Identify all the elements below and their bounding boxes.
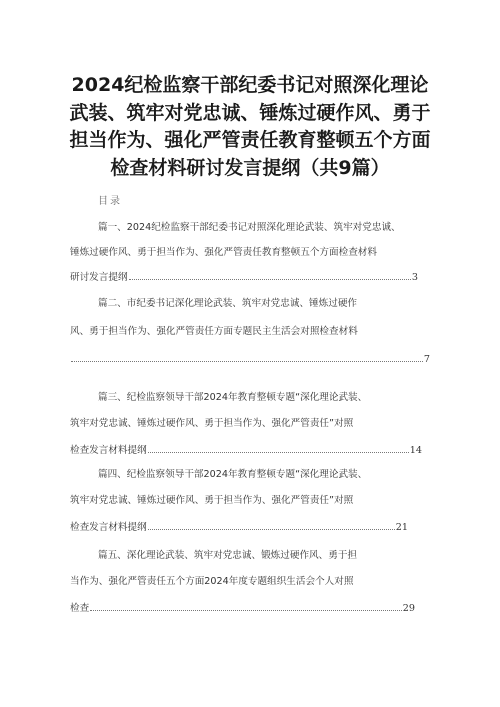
toc-entry-5-line-2: 当作为、强化严管责任五个方面2024年度专题组织生活会个人对照 <box>70 576 354 587</box>
toc-heading: 目录 <box>98 196 122 207</box>
toc-leader-dots <box>148 451 409 453</box>
toc-entry-1-page: 3 <box>411 272 418 283</box>
toc-entry-2-line-2: 风、勇于担当作为、强化严管责任方面专题民主生活会对照检查材料 <box>70 326 358 337</box>
toc-entry-2-page: 7 <box>423 354 430 365</box>
toc-entry-3-leader-text: 检查发言材料提纲 <box>70 445 147 456</box>
toc-entry-5-line-1: 篇五、深化理论武装、筑牢对党忠诚、锻炼过硬作风、勇于担 <box>98 550 358 561</box>
title-line-2: 武装、筑牢对党忠诚、锤炼过硬作风、勇于 <box>69 101 431 124</box>
toc-entry-4-leader <box>70 521 408 534</box>
toc-entry-4-leader-text: 检查发言材料提纲 <box>70 522 147 533</box>
toc-leader-dots <box>129 278 411 280</box>
title-line-4: 检查材料研讨发言提纲（共9篇） <box>110 156 390 179</box>
toc-leader-dots <box>71 360 423 362</box>
toc-leader-dots <box>148 528 395 530</box>
toc-leader-dots <box>90 609 402 611</box>
document-title <box>40 72 460 182</box>
toc-entry-2-leader <box>70 353 430 366</box>
toc-entry-3-page: 14 <box>409 445 422 456</box>
toc-entry-5-leader-text: 检查 <box>70 603 90 614</box>
title-line-3: 担当作为、强化严管责任教育整顿五个方面 <box>69 129 431 151</box>
toc-entry-4-page: 21 <box>395 522 408 533</box>
toc-entry-1-line-1: 篇一、2024纪检监察干部纪委书记对照深化理论武装、筑牢对党忠诚、 <box>98 222 401 233</box>
toc-entry-1-line-2: 锤炼过硬作风、勇于担当作为、强化严管责任教育整顿五个方面检查材料 <box>70 247 377 258</box>
toc-entry-5-page: 29 <box>402 603 415 614</box>
toc-entry-3-line-1: 篇三、纪检监察领导干部2024年教育整顿专题“深化理论武装、 <box>98 392 368 403</box>
toc-entry-3-leader <box>70 444 422 457</box>
toc-entry-5-leader <box>70 602 415 615</box>
toc-entry-4-line-2: 筑牢对党忠诚、锤炼过硬作风、勇于担当作为、强化严管责任”对照 <box>70 495 354 506</box>
toc-entry-3-line-2: 筑牢对党忠诚、锤炼过硬作风、勇于担当作为、强化严管责任”对照 <box>70 418 354 429</box>
title-line-1: 2024纪检监察干部纪委书记对照深化理论 <box>71 74 429 96</box>
toc-entry-1-leader-text: 研讨发言提纲 <box>70 272 128 283</box>
toc-entry-2-line-1: 篇二、市纪委书记深化理论武装、筑牢对党忠诚、锤炼过硬作 <box>98 298 358 309</box>
toc-entry-1-leader <box>70 271 418 284</box>
toc-entry-4-line-1: 篇四、纪检监察领导干部2024年教育整顿专题“深化理论武装、 <box>98 469 368 480</box>
